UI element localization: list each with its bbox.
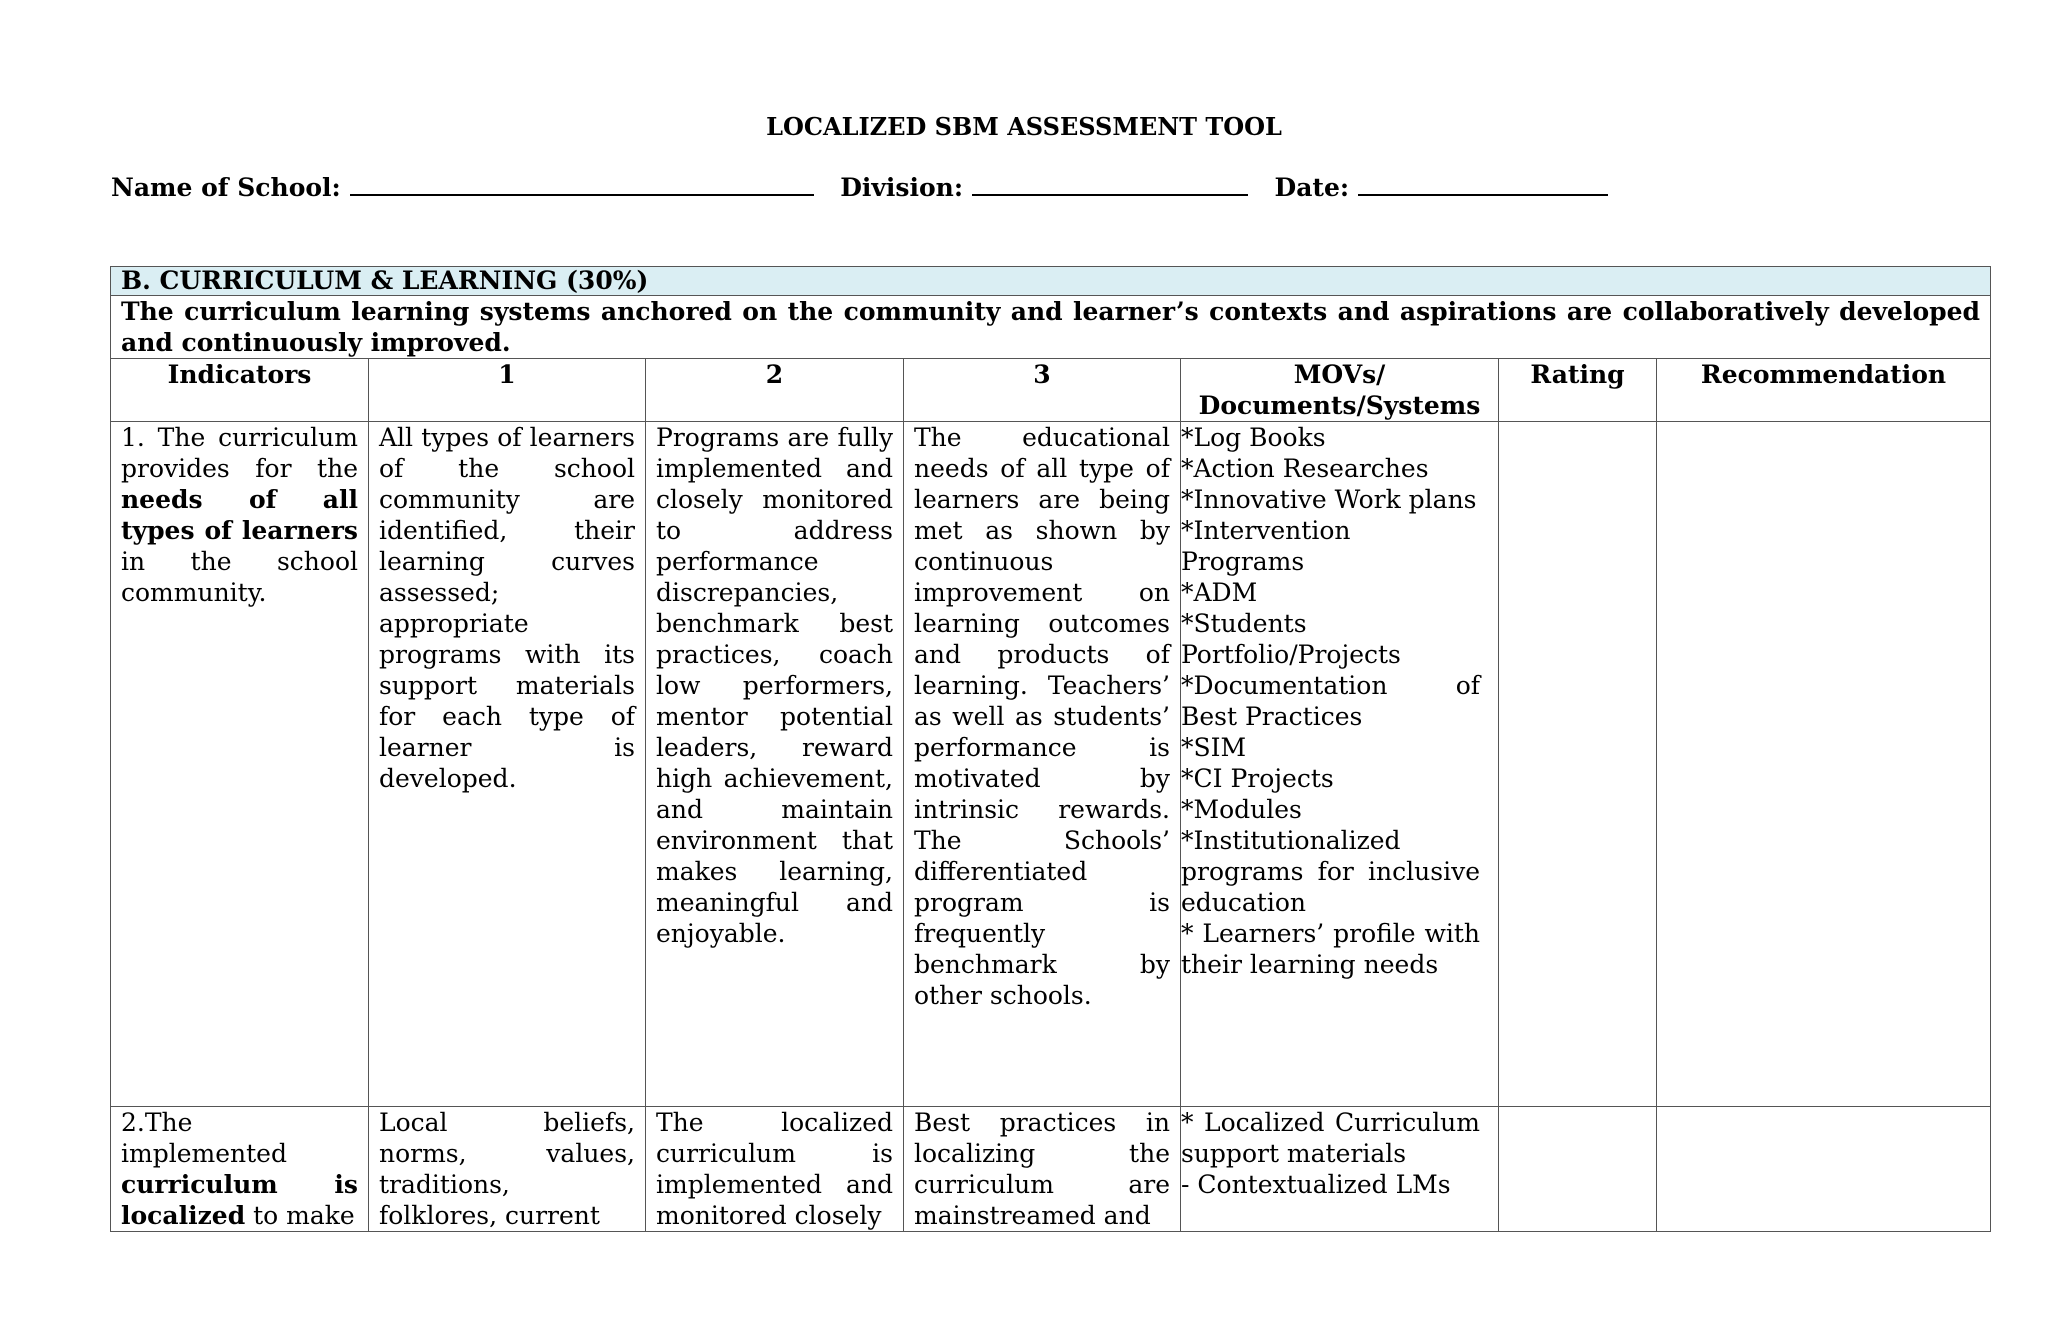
column-header-rating: Rating: [1499, 359, 1657, 422]
school-name-field[interactable]: [350, 172, 814, 196]
table-row: [111, 422, 1991, 1107]
column-header-level-1: 1: [369, 359, 646, 422]
mov-item: *Modules: [1181, 795, 1302, 824]
level-1-cell: Local beliefs, norms, values, traditions, folklores, current: [369, 1107, 646, 1232]
indicator-text: to make: [245, 1201, 355, 1230]
rating-cell[interactable]: [1499, 1107, 1657, 1232]
indicator-text: in the school community.: [121, 547, 358, 607]
indicator-emphasis: needs of all types of learners: [121, 485, 358, 545]
movs-cell: [1181, 422, 1499, 1107]
level-3-cell: The educational needs of all type of learners are being met as shown by continuous improvement on learning outcomes and products of learning. Teachers’ as well as students’ performance is motivated by intrinsic rewards. The Schools’ differentiated program is frequently benchmark by other schools.: [904, 422, 1181, 1107]
mov-item: *Documentation of Best Practices: [1181, 671, 1480, 731]
movs-cell: [1181, 1107, 1499, 1232]
column-header-level-2: 2: [646, 359, 904, 422]
column-header-indicators: Indicators: [111, 359, 369, 422]
mov-item: *CI Projects: [1181, 764, 1334, 793]
table-row: [111, 1107, 1991, 1232]
column-header-movs: MOVs/ Documents/Systems: [1181, 359, 1499, 422]
column-header-level-3: 3: [904, 359, 1181, 422]
rating-cell[interactable]: [1499, 422, 1657, 1107]
level-2-cell: Programs are fully implemented and closely monitored to address performance discrepancies, benchmark best practices, coach low performers, mentor potential leaders, reward high achievement, and maintain environment that makes learning, meaningful and enjoyable.: [646, 422, 904, 1107]
level-2-cell: The localized curriculum is implemented and monitored closely: [646, 1107, 904, 1232]
mov-item: *ADM: [1181, 578, 1258, 607]
mov-item: *Intervention Programs: [1181, 516, 1351, 576]
section-title: B. CURRICULUM & LEARNING (30%): [111, 267, 1991, 296]
school-label: Name of School:: [111, 173, 341, 202]
mov-item: *Log Books: [1181, 423, 1326, 452]
mov-item: *Innovative Work plans: [1181, 485, 1477, 514]
mov-item: * Localized Curriculum support materials: [1181, 1108, 1480, 1168]
mov-item: * Learners’ profile with their learning needs: [1181, 919, 1480, 979]
indicator-cell: [111, 422, 369, 1107]
level-1-cell: All types of learners of the school community are identified, their learning curves assessed; appropriate programs with its support materials for each type of learner is developed.: [369, 422, 646, 1107]
indicator-text: 2.The implemented: [121, 1108, 287, 1168]
division-label: Division:: [840, 173, 964, 202]
level-3-cell: Best practices in localizing the curriculum are mainstreamed and: [904, 1107, 1181, 1232]
division-field[interactable]: [972, 172, 1248, 196]
recommendation-cell[interactable]: [1657, 1107, 1991, 1232]
column-header-recommendation: Recommendation: [1657, 359, 1991, 422]
mov-item: - Contextualized LMs: [1181, 1170, 1451, 1199]
column-header-row: [111, 359, 1991, 422]
standard-row: [111, 296, 1991, 359]
document-title: LOCALIZED SBM ASSESSMENT TOOL: [766, 112, 1282, 141]
recommendation-cell[interactable]: [1657, 422, 1991, 1107]
date-field[interactable]: [1358, 172, 1608, 196]
section-standard: The curriculum learning systems anchored on the community and learner’s contexts and aspirations are collaboratively developed and continuously improved.: [111, 296, 1991, 359]
indicator-text: 1. The curriculum provides for the: [121, 423, 358, 483]
mov-item: *Students Portfolio/Projects: [1181, 609, 1401, 669]
mov-item: *Institutionalized programs for inclusive education: [1181, 826, 1480, 917]
indicator-emphasis: curriculum is localized: [121, 1170, 358, 1230]
mov-item: *Action Researches: [1181, 454, 1429, 483]
indicator-cell: [111, 1107, 369, 1232]
assessment-table: [110, 266, 1991, 1232]
section-header-row: [111, 267, 1991, 296]
header-fields: [111, 172, 1608, 202]
mov-item: *SIM: [1181, 733, 1247, 762]
date-label: Date:: [1274, 173, 1350, 202]
